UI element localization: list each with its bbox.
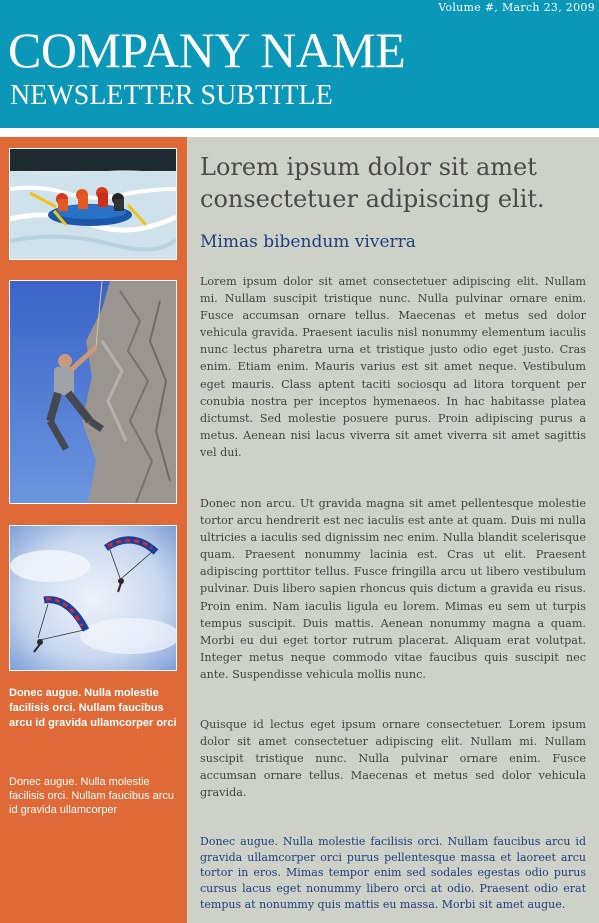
sidebar-text: Donec augue. Nulla molestie facilisis orci. Nullam faucibus arcu id gravida ullamcorper bbox=[9, 776, 175, 816]
newsletter-subtitle: NEWSLETTER SUBTITLE bbox=[10, 80, 333, 111]
article-paragraph: Quisque id lectus eget ipsum ornare consectetuer. Lorem ipsum dolor sit amet consectetuer adipiscing elit. Nullam mi. Nullam suscipit tristique nunc. Nulla pulvinar ornare enim. Fusce accumsan ornare tellus. Maecenas et metus sed dolor vehicula gravida. bbox=[200, 718, 586, 800]
main-content bbox=[187, 137, 599, 923]
article-paragraph: Donec non arcu. Ut gravida magna sit amet pellentesque molestie tortor arcu hendrerit est nec iaculis est ante at quam. Duis mi nulla ultricies a iaculis sed dignissim nec enim. Nulla blandit scelerisque quam. Praesent nonummy lacinia est. Cras ut elit. Praesent adipiscing porttitor tellus. Fusce fringilla arcu ut libero vestibulum pulvinar. Duis libero sapien rhoncus quis dictum a gravida eu risus. Proin enim. Nam iaculis ligula eu lorem. Mimas eu sem ut turpis tempus suscipit. Duis mattis. Aenean nonummy magna a quam. Morbi eu dui eget tortor rutrum placerat. Aliquam erat volutpat. Integer metus neque commodo vitae faucibus quis suscipit nec ante. Suspendisse vehicula mollis nunc. bbox=[200, 497, 586, 681]
header-divider bbox=[0, 128, 599, 137]
volume-date: Volume #, March 23, 2009 bbox=[438, 1, 595, 14]
skydiving-photo bbox=[9, 525, 177, 671]
newsletter-header bbox=[0, 0, 599, 128]
company-name: COMPANY NAME bbox=[8, 22, 406, 78]
sidebar bbox=[0, 137, 187, 923]
article-subheading: Mimas bibendum viverra bbox=[200, 232, 416, 252]
highlight-paragraph: Donec augue. Nulla molestie facilisis orci. Nullam faucibus arcu id gravida ullamcorper orci purus pellentesque massa et laoreet arcu tortor in eros. Mimas tempor enim sed sodales egestas odio purus cursus lacus eget nonummy libero orci at odio. Praesent odio erat tempus at nonummy quis mattis eu massa. Morbi sit amet augue. bbox=[200, 835, 586, 911]
article-headline: Lorem ipsum dolor sit amet consectetuer adipiscing elit. bbox=[200, 153, 545, 213]
sidebar-bold-text: Donec augue. Nulla molestie facilisis orci. Nullam faucibus arcu id gravida ullamcorper orci bbox=[9, 687, 177, 729]
rafting-photo bbox=[9, 148, 177, 260]
rock-climbing-photo bbox=[9, 280, 177, 504]
article-paragraph: Lorem ipsum dolor sit amet consectetuer adipiscing elit. Nullam mi. Nullam suscipit tristique nunc. Nulla pulvinar ornare enim. Fusce accumsan ornare tellus. Maecenas et metus sed dolor vehicula gravida. Praesent iaculis nisl nonummy elementum iaculis nunc lectus pharetra urna et tristique justo odio eget justo. Cras enim. Etiam enim. Mauris varius est sit amet neque. Vestibulum eget mauris. Class aptent taciti sociosqu ad litora torquent per conubia nostra per inceptos hymenaeos. In hac habitasse platea dictumst. Sed molestie posuere purus. Proin adipiscing purus a metus. Aenean nisi lacus viverra sit amet viverra sit amet sagittis vel dui. bbox=[200, 275, 586, 459]
